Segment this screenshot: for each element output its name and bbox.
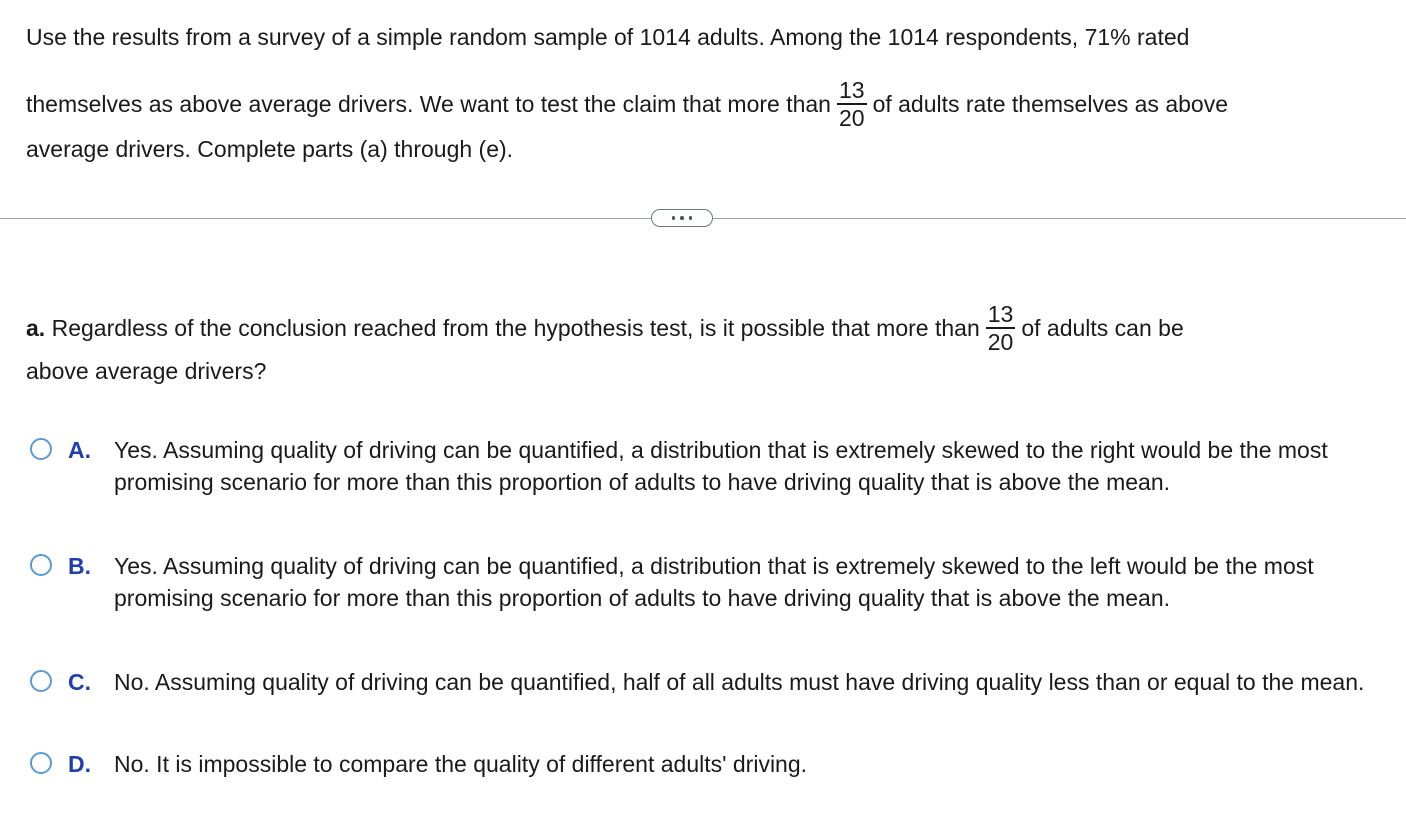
option-a-text: Yes. Assuming quality of driving can be quantified, a distribution that is extremely skewed to the right would be the most promising scenario for more than this proportion of adults to have driving quality that is above the mean.: [114, 437, 1328, 495]
option-d-letter: D.: [68, 751, 91, 777]
fraction-denominator: 20: [838, 105, 865, 131]
radio-button-c[interactable]: [30, 670, 52, 692]
ellipsis-dot-icon: [689, 216, 693, 220]
question-line-2: above average drivers?: [26, 358, 267, 384]
ellipsis-dot-icon: [672, 216, 676, 220]
option-c-text: No. Assuming quality of driving can be quantified, half of all adults must have driving quality less than or equal to the mean.: [114, 669, 1365, 695]
option-b-text: Yes. Assuming quality of driving can be quantified, a distribution that is extremely skewed to the left would be the most promising scenario for more than this proportion of adults to have driving quality that is above the mean.: [114, 553, 1314, 611]
problem-line-3: average drivers. Complete parts (a) through (e).: [26, 136, 514, 162]
fraction-13-20: [986, 301, 1016, 355]
fraction-denominator: 20: [987, 329, 1014, 355]
ellipsis-dot-icon: [680, 216, 684, 220]
option-a-letter: A.: [68, 437, 91, 463]
question-line-1-text-before: Regardless of the conclusion reached from the hypothesis test, is it possible that more than: [51, 315, 980, 342]
question-line-1-text-after: of adults can be: [1021, 315, 1184, 342]
problem-line-2: [26, 79, 1228, 133]
radio-button-b[interactable]: [30, 554, 52, 576]
fraction-numerator: 13: [838, 77, 865, 103]
radio-button-d[interactable]: [30, 752, 52, 774]
question-line-1: [26, 303, 1184, 357]
radio-button-a[interactable]: [30, 438, 52, 460]
option-b-letter: B.: [68, 553, 91, 579]
option-d-text: No. It is impossible to compare the quality of different adults' driving.: [114, 751, 808, 777]
problem-line-2-text-after: of adults rate themselves as above: [872, 91, 1228, 118]
question-part-label: a.: [26, 315, 46, 342]
option-c-letter: C.: [68, 669, 91, 695]
expand-more-button[interactable]: [651, 209, 713, 227]
fraction-13-20: [837, 77, 867, 131]
fraction-numerator: 13: [987, 301, 1014, 327]
problem-line-2-text-before: themselves as above average drivers. We want to test the claim that more than: [26, 91, 831, 118]
problem-line-1: Use the results from a survey of a simple random sample of 1014 adults. Among the 1014 respondents, 71% rated: [26, 24, 1190, 50]
